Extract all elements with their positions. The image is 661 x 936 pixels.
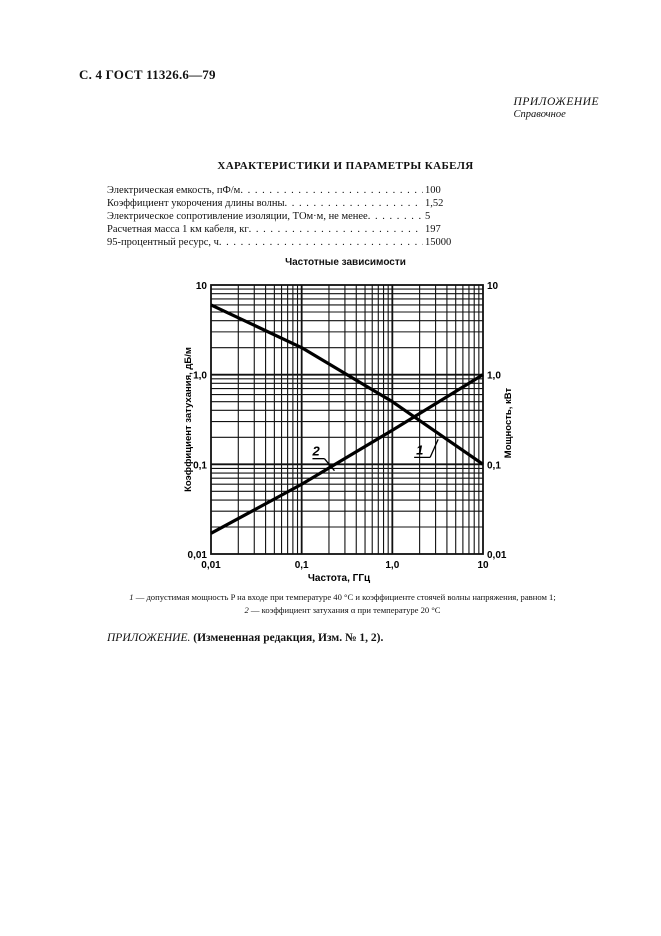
parameter-name: Расчетная масса 1 км кабеля, кг xyxy=(107,224,249,235)
x-tick-label: 1,0 xyxy=(385,560,400,571)
chart-title: Частотные зависимости xyxy=(285,257,406,268)
amendment-lead: ПРИЛОЖЕНИЕ. xyxy=(107,632,191,644)
parameter-name: 95-процентный ресурс, ч xyxy=(107,237,219,248)
y-axis-label-left: Коэффициент затухания, дБ/м xyxy=(183,347,194,492)
x-tick-label: 0,1 xyxy=(294,560,309,571)
y-tick-label-left: 0,01 xyxy=(187,550,207,561)
y-axis-label-right: Мощность, кВт xyxy=(503,387,514,459)
amendment-text: (Измененная редакция, Изм. № 1, 2). xyxy=(190,632,384,644)
chart-notes xyxy=(70,591,615,617)
series-line-2 xyxy=(211,375,483,534)
note-line-1 xyxy=(70,591,615,604)
x-tick-label: 0,01 xyxy=(201,560,221,571)
series-line-1 xyxy=(211,305,483,464)
parameter-value: 100 xyxy=(425,185,441,196)
note-1-text: — допустимая мощность P на входе при температуре 40 °С и коэффициенте стоячей волны напряжения, равном 1; xyxy=(133,592,556,602)
appendix-title: ПРИЛОЖЕНИЕ xyxy=(513,96,599,108)
note-2-number: 2 xyxy=(244,605,249,615)
parameter-value: 197 xyxy=(425,224,441,235)
y-tick-label-left: 10 xyxy=(195,281,207,292)
x-axis-label: Частота, ГГц xyxy=(307,573,371,584)
note-2-text: — коэффициент затухания α при температуре 20 °С xyxy=(248,605,441,615)
x-tick-label: 10 xyxy=(477,560,489,571)
parameter-value: 5 xyxy=(425,211,431,222)
series-1-leader xyxy=(430,439,438,457)
series-label-1: 1 xyxy=(416,442,424,458)
y-tick-label-right: 0,01 xyxy=(487,550,507,561)
appendix-subtitle: Справочное xyxy=(513,109,566,120)
y-tick-label-right: 0,1 xyxy=(487,460,501,472)
note-1-number: 1 xyxy=(129,592,134,602)
y-tick-label-right: 1,0 xyxy=(487,370,501,382)
y-tick-label-right: 10 xyxy=(487,281,499,292)
series-label-2: 2 xyxy=(312,443,320,459)
section-title: ХАРАКТЕРИСТИКИ И ПАРАМЕТРЫ КАБЕЛЯ xyxy=(217,160,474,172)
parameter-name: Коэффициент укорочения длины волны xyxy=(107,198,285,209)
y-tick-label-left: 0,1 xyxy=(193,460,207,472)
parameter-name: Электрическая емкость, пФ/м xyxy=(107,185,241,196)
parameter-name: Электрическое сопротивление изоляции, ТОм·м, не менее xyxy=(107,211,368,222)
parameter-value: 1,52 xyxy=(425,198,444,209)
page-header: С. 4 ГОСТ 11326.6—79 xyxy=(79,67,216,82)
y-tick-label-left: 1,0 xyxy=(193,370,207,382)
parameter-value: 15000 xyxy=(425,237,452,248)
note-line-2 xyxy=(70,604,615,617)
amendment-note xyxy=(107,632,383,644)
